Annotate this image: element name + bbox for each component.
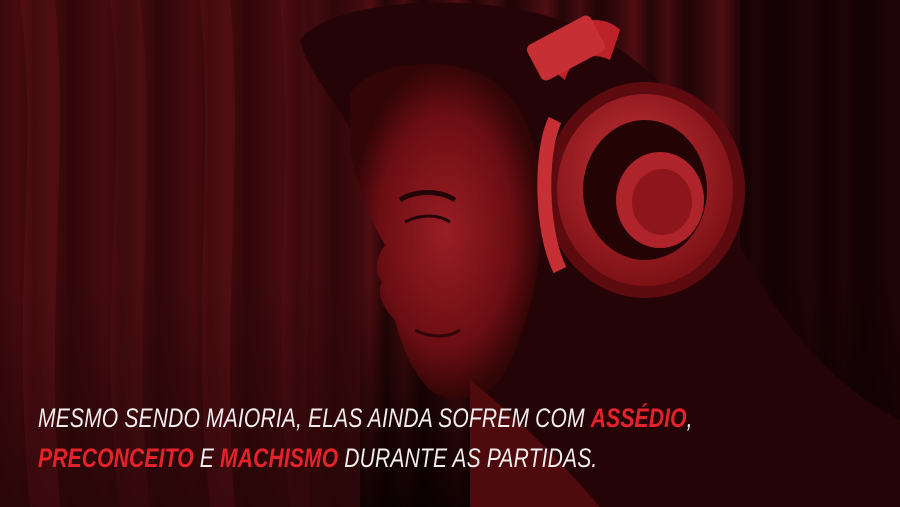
caption-text [38, 398, 693, 478]
keyword-machismo: MACHISMO [220, 443, 339, 473]
caption-line-1-text: MESMO SENDO MAIORIA, ELAS AINDA SOFREM COM [38, 403, 591, 433]
caption-line-2-text: DURANTE AS PARTIDAS. [338, 443, 598, 473]
keyword-assedio: ASSÉDIO [590, 403, 687, 433]
keyword-preconceito: PRECONCEITO [38, 443, 194, 473]
caption-line-1-comma: , [686, 403, 693, 433]
caption-line-2-conj: E [193, 443, 221, 473]
caption-line-2 [38, 438, 598, 478]
caption-line-1 [38, 398, 693, 438]
